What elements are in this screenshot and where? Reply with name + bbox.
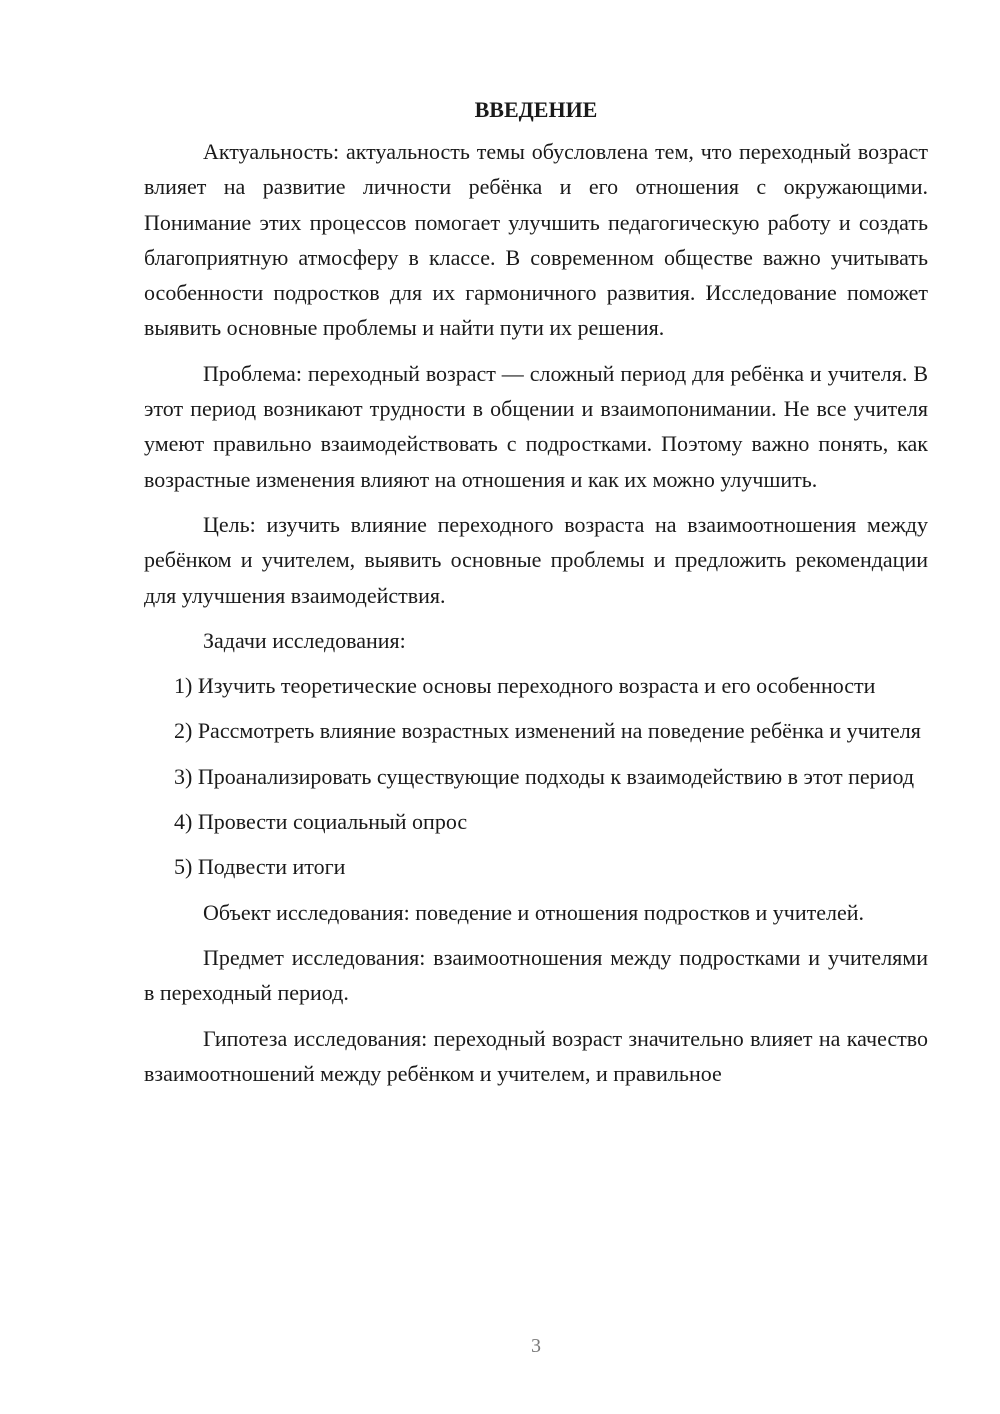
page-number: 3	[531, 1335, 541, 1357]
task-item-5: 5) Подвести итоги	[174, 854, 346, 880]
section-title: ВВЕДЕНИЕ	[474, 97, 598, 122]
paragraph-subject: Предмет исследования: взаимоотношения между подростками и учителями в переходный период.	[144, 944, 928, 1006]
task-item-2: 2) Рассмотреть влияние возрастных изменений на поведение ребёнка и учителя	[174, 718, 921, 744]
tasks-list	[144, 668, 928, 884]
paragraph-relevance: Актуальность: актуальность темы обусловлена тем, что переходный возраст влияет на развитие личности ребёнка и его отношения с окружающими. Понимание этих процессов помогает улучшить педагогическую работу и создать благоприятную атмосферу в классе. В современном обществе важно учитывать особенности подростков для их гармоничного развития. Исследование поможет выявить основные проблемы и найти пути их решения.	[144, 139, 928, 341]
page-content	[144, 96, 928, 1101]
task-item-3: 3) Проанализировать существующие подходы к взаимодействию в этот период	[174, 763, 915, 789]
task-item-4: 4) Провести социальный опрос	[174, 809, 468, 835]
paragraph-goal: Цель: изучить влияние переходного возраста на взаимоотношения между ребёнком и учителем, выявить основные проблемы и предложить рекомендации для улучшения взаимодействия.	[144, 511, 928, 608]
paragraph-hypothesis: Гипотеза исследования: переходный возраст значительно влияет на качество взаимоотношений между ребёнком и учителем, и правильное	[144, 1025, 928, 1086]
paragraph-object: Объект исследования: поведение и отношения подростков и учителей.	[203, 899, 865, 925]
task-item-1: 1) Изучить теоретические основы переходного возраста и его особенности	[174, 673, 876, 699]
paragraph-problem: Проблема: переходный возраст — сложный период для ребёнка и учителя. В этот период возникают трудности в общении и взаимопонимании. Не все учителя умеют правильно взаимодействовать с подростками. Поэтому важно понять, как возрастные изменения влияют на отношения и как их можно улучшить.	[144, 360, 928, 492]
paragraph-tasks-heading: Задачи исследования:	[203, 627, 406, 653]
